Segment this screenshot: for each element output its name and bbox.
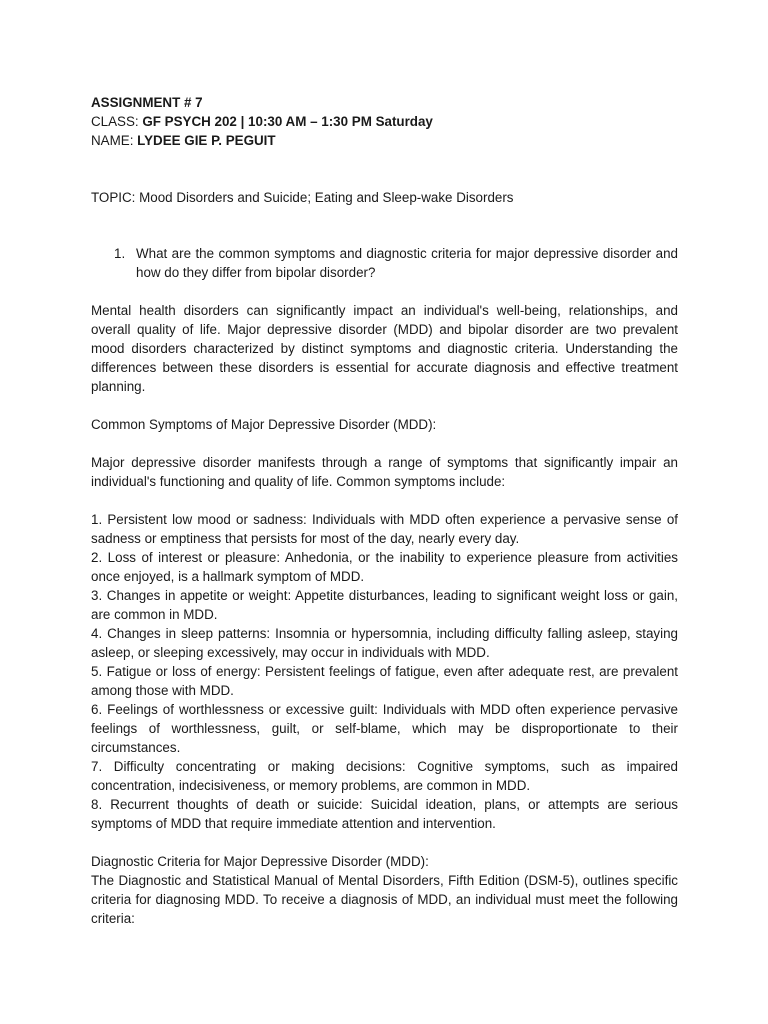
list-item: 3. Changes in appetite or weight: Appetite disturbances, leading to significant weight loss or gain, are common in MDD. bbox=[91, 588, 678, 622]
intro-paragraph: Mental health disorders can significantly impact an individual's well-being, relationships, and overall quality of life. Major depressive disorder (MDD) and bipolar disorder are two prevalent mood disorders characterized by distinct symptoms and diagnostic criteria. Understanding the differences between these disorders is essential for accurate diagnosis and effective treatment planning. bbox=[91, 303, 678, 394]
document-body bbox=[91, 93, 678, 928]
class-line bbox=[91, 112, 678, 131]
name-line bbox=[91, 131, 678, 150]
list-item: 7. Difficulty concentrating or making decisions: Cognitive symptoms, such as impaired concentration, indecisiveness, or memory problems, are common in MDD. bbox=[91, 759, 678, 793]
list-item: 1. Persistent low mood or sadness: Individuals with MDD often experience a pervasive sense of sadness or emptiness that persists for most of the day, nearly every day. bbox=[91, 512, 678, 546]
question-text: What are the common symptoms and diagnostic criteria for major depressive disorder and how do they differ from bipolar disorder? bbox=[136, 246, 678, 280]
symptoms-list bbox=[91, 510, 678, 833]
assignment-title: ASSIGNMENT # 7 bbox=[91, 95, 203, 110]
name-label: NAME: bbox=[91, 133, 138, 148]
list-item: 2. Loss of interest or pleasure: Anhedonia, or the inability to experience pleasure from activities once enjoyed, is a hallmark symptom of MDD. bbox=[91, 550, 678, 584]
question-number: 1. bbox=[114, 246, 126, 261]
name-value: LYDEE GIE P. PEGUIT bbox=[137, 133, 276, 148]
topic-line: TOPIC: Mood Disorders and Suicide; Eating and Sleep-wake Disorders bbox=[91, 190, 514, 205]
criteria-paragraph: The Diagnostic and Statistical Manual of Mental Disorders, Fifth Edition (DSM-5), outlines specific criteria for diagnosing MDD. To receive a diagnosis of MDD, an individual must meet the following criteria: bbox=[91, 873, 678, 926]
symptoms-heading: Common Symptoms of Major Depressive Disorder (MDD): bbox=[91, 417, 437, 432]
list-item: 5. Fatigue or loss of energy: Persistent feelings of fatigue, even after adequate rest, are prevalent among those with MDD. bbox=[91, 664, 678, 698]
question-item bbox=[91, 244, 678, 282]
list-item: 8. Recurrent thoughts of death or suicide: Suicidal ideation, plans, or attempts are serious symptoms of MDD that require immediate attention and intervention. bbox=[91, 797, 678, 831]
criteria-heading: Diagnostic Criteria for Major Depressive Disorder (MDD): bbox=[91, 854, 429, 869]
class-value: GF PSYCH 202 | 10:30 AM – 1:30 PM Saturday bbox=[142, 114, 433, 129]
list-item: 6. Feelings of worthlessness or excessive guilt: Individuals with MDD often experience pervasive feelings of worthlessness, guilt, or self-blame, which may be disproportionate to their circumstances. bbox=[91, 702, 678, 755]
class-label: CLASS: bbox=[91, 114, 143, 129]
symptoms-intro: Major depressive disorder manifests through a range of symptoms that significantly impair an individual's functioning and quality of life. Common symptoms include: bbox=[91, 455, 678, 489]
list-item: 4. Changes in sleep patterns: Insomnia or hypersomnia, including difficulty falling asleep, staying asleep, or sleeping excessively, may occur in individuals with MDD. bbox=[91, 626, 678, 660]
